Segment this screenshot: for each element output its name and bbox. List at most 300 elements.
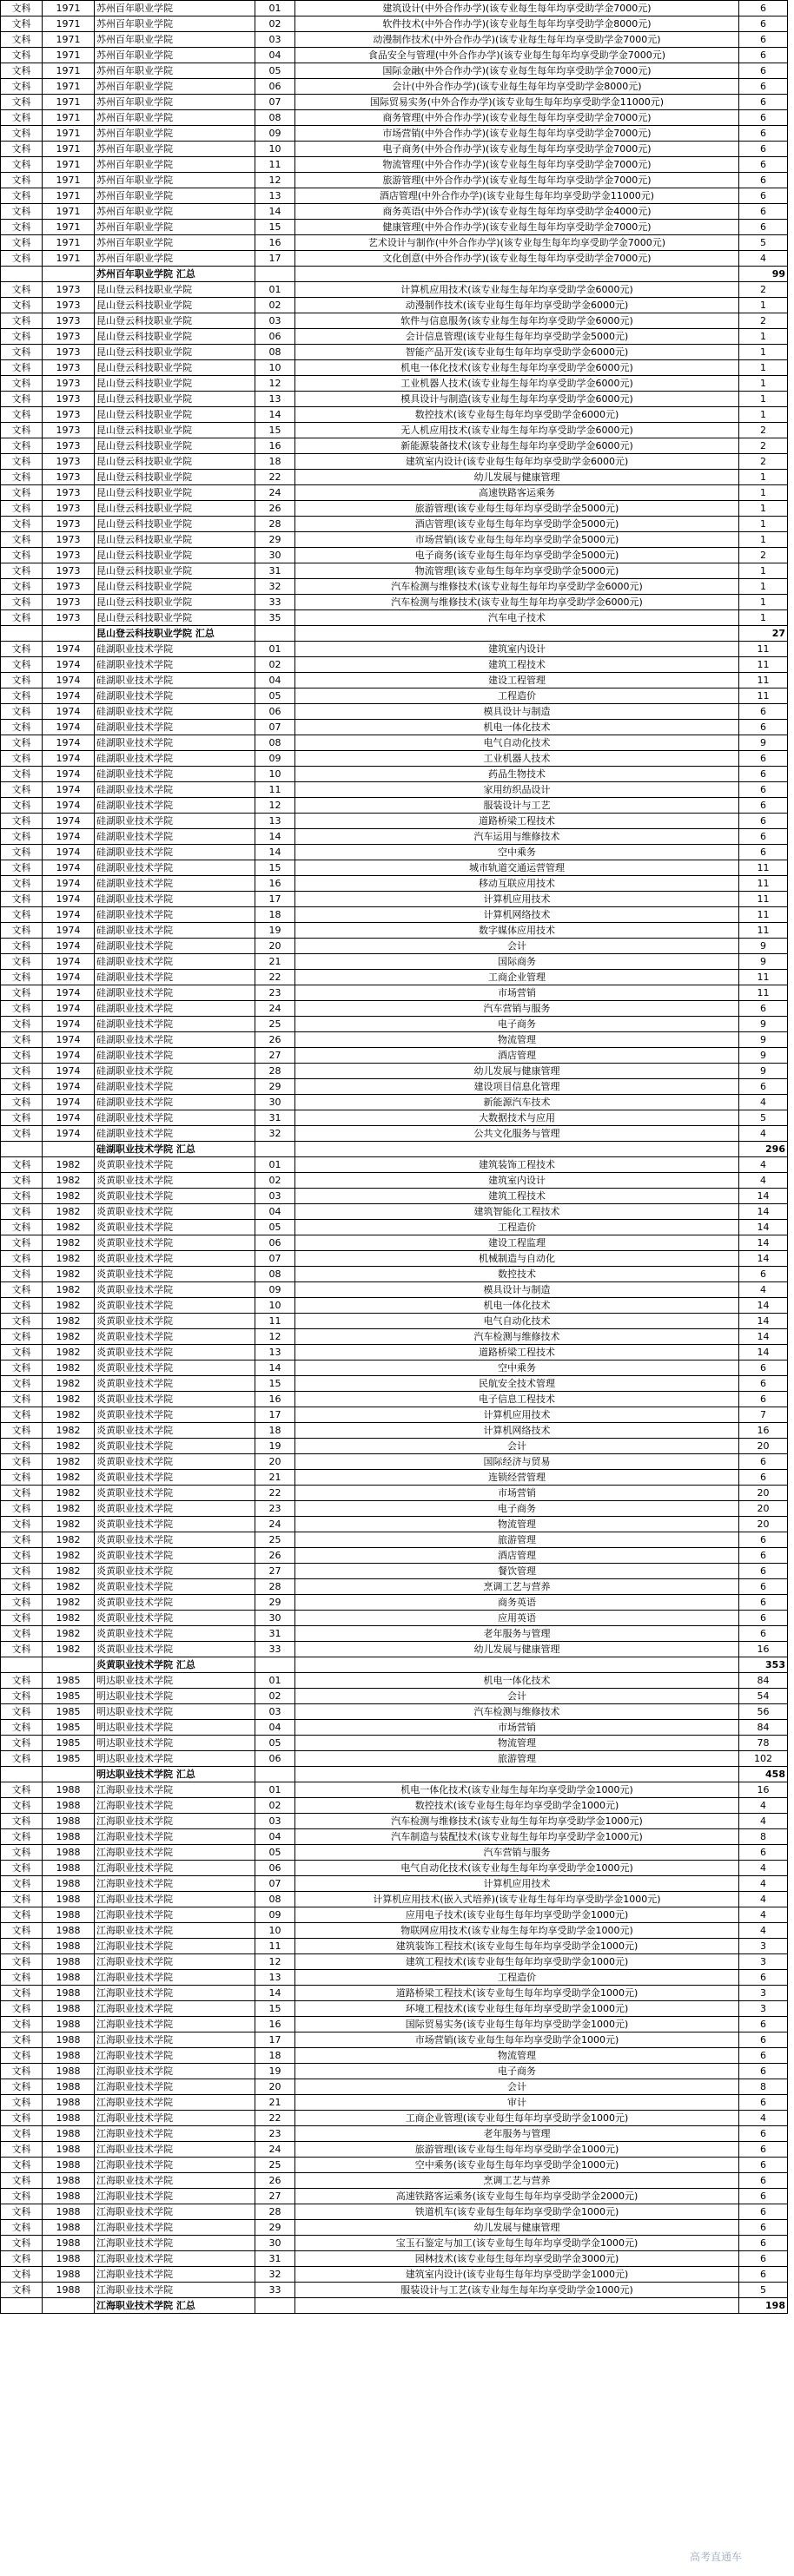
major-name-cell: 市场营销 — [295, 1486, 739, 1501]
school-name-cell: 苏州百年职业学院 汇总 — [95, 267, 255, 282]
major-code-cell: 11 — [255, 1314, 295, 1329]
subject-cell — [1, 267, 43, 282]
school-code-cell: 1982 — [43, 1564, 95, 1579]
major-name-cell: 空中乘务 — [295, 1360, 739, 1376]
subject-cell — [1, 626, 43, 642]
plan-count-cell: 6 — [739, 814, 788, 829]
major-code-cell: 19 — [255, 1439, 295, 1454]
school-name-cell: 江海职业技术学院 — [95, 2267, 255, 2283]
plan-count-cell: 4 — [739, 1907, 788, 1923]
major-name-cell: 建筑设计(中外合作办学)(该专业每生每年均享受助学金7000元) — [295, 1, 739, 16]
school-name-cell: 硅湖职业技术学院 — [95, 767, 255, 782]
major-code-cell: 27 — [255, 1048, 295, 1064]
school-code-cell: 1973 — [43, 579, 95, 595]
school-code-cell: 1982 — [43, 1470, 95, 1486]
school-name-cell: 硅湖职业技术学院 — [95, 1048, 255, 1064]
major-name-cell: 计算机网络技术 — [295, 1423, 739, 1439]
table-row — [1, 1736, 788, 1751]
school-name-cell: 昆山登云科技职业学院 — [95, 329, 255, 345]
plan-count-cell: 1 — [739, 610, 788, 626]
plan-count-cell: 6 — [739, 1564, 788, 1579]
major-name-cell: 模具设计与制造(该专业每生每年均享受助学金6000元) — [295, 392, 739, 407]
table-row — [1, 329, 788, 345]
table-row — [1, 1611, 788, 1626]
subject-cell: 文科 — [1, 985, 43, 1001]
table-row — [1, 2158, 788, 2173]
plan-count-cell: 3 — [739, 1939, 788, 1954]
major-name-cell: 会计 — [295, 2079, 739, 2095]
plan-count-cell: 14 — [739, 1329, 788, 1345]
major-name-cell: 物流管理(中外合作办学)(该专业每生每年均享受助学金7000元) — [295, 157, 739, 173]
plan-count-cell: 6 — [739, 1626, 788, 1642]
plan-count-cell: 4 — [739, 1173, 788, 1189]
school-code-cell: 1973 — [43, 438, 95, 454]
school-code-cell: 1974 — [43, 876, 95, 892]
subject-cell: 文科 — [1, 1095, 43, 1110]
school-name-cell: 炎黄职业技术学院 — [95, 1282, 255, 1298]
major-code-cell: 10 — [255, 1298, 295, 1314]
major-code-cell: 07 — [255, 1251, 295, 1267]
school-code-cell: 1982 — [43, 1595, 95, 1611]
major-name-cell: 机电一体化技术(该专业每生每年均享受助学金6000元) — [295, 360, 739, 376]
major-code-cell: 12 — [255, 376, 295, 392]
table-row — [1, 360, 788, 376]
school-name-cell: 硅湖职业技术学院 — [95, 1032, 255, 1048]
subject-cell: 文科 — [1, 1282, 43, 1298]
major-code-cell: 05 — [255, 688, 295, 704]
school-code-cell: 1973 — [43, 595, 95, 610]
plan-count-cell: 84 — [739, 1720, 788, 1736]
school-name-cell: 明达职业技术学院 — [95, 1704, 255, 1720]
major-name-cell: 市场营销(该专业每生每年均享受助学金5000元) — [295, 532, 739, 548]
subject-cell: 文科 — [1, 63, 43, 79]
major-name-cell: 市场营销(该专业每生每年均享受助学金1000元) — [295, 2032, 739, 2048]
major-code-cell: 27 — [255, 2189, 295, 2204]
school-name-cell: 硅湖职业技术学院 — [95, 657, 255, 673]
major-name-cell: 机电一体化技术 — [295, 1673, 739, 1689]
plan-count-cell: 1 — [739, 595, 788, 610]
major-code-cell: 12 — [255, 1329, 295, 1345]
table-row — [1, 1345, 788, 1360]
major-name-cell: 电子商务(中外合作办学)(该专业每生每年均享受助学金7000元) — [295, 142, 739, 157]
major-code-cell: 01 — [255, 1157, 295, 1173]
subject-cell: 文科 — [1, 188, 43, 204]
table-row — [1, 1298, 788, 1314]
subject-cell: 文科 — [1, 1454, 43, 1470]
major-name-cell: 汽车检测与维修技术(该专业每生每年均享受助学金1000元) — [295, 1814, 739, 1829]
subject-cell: 文科 — [1, 376, 43, 392]
school-code-cell: 1988 — [43, 2283, 95, 2298]
table-row — [1, 1861, 788, 1876]
major-code-cell: 10 — [255, 767, 295, 782]
table-row — [1, 2283, 788, 2298]
school-code-cell: 1973 — [43, 360, 95, 376]
major-name-cell: 汽车检测与维修技术(该专业每生每年均享受助学金6000元) — [295, 595, 739, 610]
school-code-cell: 1974 — [43, 860, 95, 876]
major-name-cell: 物流管理 — [295, 2048, 739, 2064]
school-name-cell: 昆山登云科技职业学院 — [95, 579, 255, 595]
school-code-cell: 1973 — [43, 329, 95, 345]
major-name-cell: 计算机应用技术(嵌入式培养)(该专业每生每年均享受助学金1000元) — [295, 1892, 739, 1907]
major-code-cell: 25 — [255, 1017, 295, 1032]
school-name-cell: 昆山登云科技职业学院 — [95, 438, 255, 454]
plan-count-cell: 6 — [739, 1079, 788, 1095]
table-row — [1, 1970, 788, 1986]
school-code-cell: 1971 — [43, 220, 95, 235]
major-code-cell: 30 — [255, 1095, 295, 1110]
school-name-cell: 昆山登云科技职业学院 — [95, 345, 255, 360]
school-code-cell: 1982 — [43, 1345, 95, 1360]
school-name-cell: 硅湖职业技术学院 — [95, 876, 255, 892]
plan-count-cell: 1 — [739, 345, 788, 360]
table-row — [1, 2017, 788, 2032]
table-row — [1, 1314, 788, 1329]
subject-cell: 文科 — [1, 1814, 43, 1829]
plan-count-cell: 16 — [739, 1782, 788, 1798]
plan-count-cell: 4 — [739, 1892, 788, 1907]
table-row — [1, 2064, 788, 2079]
major-name-cell: 软件与信息服务(该专业每生每年均享受助学金6000元) — [295, 313, 739, 329]
major-code-cell: 29 — [255, 532, 295, 548]
plan-count-cell: 1 — [739, 579, 788, 595]
subject-cell: 文科 — [1, 95, 43, 110]
table-row — [1, 610, 788, 626]
school-name-cell: 硅湖职业技术学院 — [95, 1079, 255, 1095]
subject-cell: 文科 — [1, 595, 43, 610]
major-code-cell: 30 — [255, 2236, 295, 2251]
major-code-cell — [255, 1657, 295, 1673]
table-row — [1, 1001, 788, 1017]
subject-cell: 文科 — [1, 876, 43, 892]
major-code-cell: 06 — [255, 704, 295, 720]
school-code-cell: 1982 — [43, 1626, 95, 1642]
subject-cell: 文科 — [1, 1611, 43, 1626]
major-code-cell: 26 — [255, 1548, 295, 1564]
school-code-cell — [43, 1767, 95, 1782]
school-name-cell: 硅湖职业技术学院 — [95, 782, 255, 798]
major-code-cell: 06 — [255, 1861, 295, 1876]
major-code-cell: 31 — [255, 1110, 295, 1126]
major-name-cell: 审计 — [295, 2095, 739, 2111]
school-name-cell: 硅湖职业技术学院 — [95, 704, 255, 720]
school-code-cell: 1974 — [43, 798, 95, 814]
subject-cell: 文科 — [1, 48, 43, 63]
subject-cell: 文科 — [1, 438, 43, 454]
school-code-cell: 1988 — [43, 2001, 95, 2017]
major-code-cell: 12 — [255, 1954, 295, 1970]
plan-count-cell: 6 — [739, 1454, 788, 1470]
major-name-cell — [295, 1142, 739, 1157]
plan-count-cell: 6 — [739, 1970, 788, 1986]
major-name-cell: 幼儿发展与健康管理 — [295, 470, 739, 485]
school-name-cell: 江海职业技术学院 — [95, 1798, 255, 1814]
plan-count-cell: 6 — [739, 1, 788, 16]
subject-cell: 文科 — [1, 1970, 43, 1986]
plan-count-cell: 6 — [739, 2236, 788, 2251]
plan-count-cell: 3 — [739, 1986, 788, 2001]
major-name-cell: 公共文化服务与管理 — [295, 1126, 739, 1142]
school-name-cell: 苏州百年职业学院 — [95, 142, 255, 157]
major-name-cell: 服装设计与工艺 — [295, 798, 739, 814]
table-row — [1, 282, 788, 298]
plan-count-cell: 6 — [739, 782, 788, 798]
subject-cell: 文科 — [1, 1470, 43, 1486]
major-code-cell: 31 — [255, 1626, 295, 1642]
table-row — [1, 1, 788, 16]
major-name-cell: 国际经济与贸易 — [295, 1454, 739, 1470]
plan-count-cell: 16 — [739, 1423, 788, 1439]
subject-cell — [1, 1767, 43, 1782]
major-name-cell: 汽车检测与维修技术(该专业每生每年均享受助学金6000元) — [295, 579, 739, 595]
plan-count-cell: 4 — [739, 1798, 788, 1814]
subject-cell: 文科 — [1, 2032, 43, 2048]
school-code-cell: 1982 — [43, 1407, 95, 1423]
school-code-cell: 1988 — [43, 2204, 95, 2220]
plan-count-cell: 6 — [739, 829, 788, 845]
plan-count-cell: 11 — [739, 907, 788, 923]
plan-count-cell: 6 — [739, 1392, 788, 1407]
major-name-cell: 幼儿发展与健康管理 — [295, 2220, 739, 2236]
school-name-cell: 昆山登云科技职业学院 — [95, 376, 255, 392]
major-name-cell: 会计(中外合作办学)(该专业每生每年均享受助学金8000元) — [295, 79, 739, 95]
major-code-cell: 29 — [255, 2220, 295, 2236]
table-row — [1, 2236, 788, 2251]
major-name-cell: 艺术设计与制作(中外合作办学)(该专业每生每年均享受助学金7000元) — [295, 235, 739, 251]
school-name-cell: 昆山登云科技职业学院 — [95, 470, 255, 485]
table-row — [1, 1032, 788, 1048]
major-name-cell: 物流管理(该专业每生每年均享受助学金5000元) — [295, 563, 739, 579]
school-name-cell: 昆山登云科技职业学院 — [95, 595, 255, 610]
school-code-cell: 1974 — [43, 735, 95, 751]
school-code-cell: 1985 — [43, 1736, 95, 1751]
subject-cell: 文科 — [1, 1079, 43, 1095]
summary-row — [1, 1767, 788, 1782]
plan-count-cell: 14 — [739, 1298, 788, 1314]
major-code-cell: 14 — [255, 845, 295, 860]
major-code-cell: 15 — [255, 220, 295, 235]
major-code-cell: 02 — [255, 657, 295, 673]
major-code-cell: 17 — [255, 2032, 295, 2048]
subject-cell: 文科 — [1, 657, 43, 673]
table-row — [1, 1423, 788, 1439]
table-row — [1, 1923, 788, 1939]
school-code-cell: 1973 — [43, 548, 95, 563]
school-name-cell: 炎黄职业技术学院 — [95, 1439, 255, 1454]
school-name-cell: 江海职业技术学院 — [95, 1861, 255, 1876]
subject-cell: 文科 — [1, 2267, 43, 2283]
school-name-cell: 硅湖职业技术学院 — [95, 673, 255, 688]
major-code-cell: 22 — [255, 2111, 295, 2126]
school-code-cell: 1985 — [43, 1751, 95, 1767]
school-code-cell: 1988 — [43, 1986, 95, 2001]
plan-count-cell: 99 — [739, 267, 788, 282]
subject-cell: 文科 — [1, 845, 43, 860]
major-name-cell: 空中乘务(该专业每生每年均享受助学金1000元) — [295, 2158, 739, 2173]
major-code-cell: 13 — [255, 392, 295, 407]
school-code-cell: 1973 — [43, 376, 95, 392]
school-code-cell: 1971 — [43, 79, 95, 95]
school-code-cell: 1973 — [43, 392, 95, 407]
subject-cell: 文科 — [1, 1376, 43, 1392]
major-code-cell: 21 — [255, 1470, 295, 1486]
subject-cell: 文科 — [1, 1892, 43, 1907]
school-code-cell: 1973 — [43, 345, 95, 360]
school-code-cell: 1974 — [43, 1017, 95, 1032]
major-name-cell: 数控技术(该专业每生每年均享受助学金6000元) — [295, 407, 739, 423]
major-code-cell: 05 — [255, 1220, 295, 1235]
school-code-cell: 1973 — [43, 313, 95, 329]
subject-cell: 文科 — [1, 1486, 43, 1501]
table-row — [1, 1939, 788, 1954]
school-code-cell: 1985 — [43, 1704, 95, 1720]
subject-cell: 文科 — [1, 1501, 43, 1517]
school-code-cell: 1974 — [43, 1048, 95, 1064]
school-code-cell: 1988 — [43, 2189, 95, 2204]
subject-cell: 文科 — [1, 2064, 43, 2079]
subject-cell: 文科 — [1, 501, 43, 517]
major-code-cell: 05 — [255, 1845, 295, 1861]
major-code-cell: 16 — [255, 2017, 295, 2032]
major-code-cell: 31 — [255, 2251, 295, 2267]
plan-count-cell: 2 — [739, 438, 788, 454]
subject-cell: 文科 — [1, 1345, 43, 1360]
school-name-cell: 江海职业技术学院 — [95, 1907, 255, 1923]
school-name-cell: 苏州百年职业学院 — [95, 32, 255, 48]
school-code-cell: 1971 — [43, 16, 95, 32]
plan-count-cell: 54 — [739, 1689, 788, 1704]
major-name-cell: 民航安全技术管理 — [295, 1376, 739, 1392]
plan-count-cell: 1 — [739, 563, 788, 579]
plan-count-cell: 84 — [739, 1673, 788, 1689]
major-code-cell — [255, 626, 295, 642]
school-name-cell: 苏州百年职业学院 — [95, 251, 255, 267]
school-name-cell: 江海职业技术学院 — [95, 2158, 255, 2173]
school-code-cell: 1982 — [43, 1532, 95, 1548]
school-name-cell: 江海职业技术学院 — [95, 2251, 255, 2267]
school-code-cell: 1974 — [43, 657, 95, 673]
plan-count-cell: 1 — [739, 360, 788, 376]
table-row — [1, 923, 788, 939]
major-name-cell: 机电一体化技术(该专业每生每年均享受助学金1000元) — [295, 1782, 739, 1798]
table-row — [1, 2204, 788, 2220]
plan-count-cell: 6 — [739, 2095, 788, 2111]
school-code-cell — [43, 1657, 95, 1673]
table-row — [1, 1220, 788, 1235]
table-row — [1, 1954, 788, 1970]
major-name-cell: 电气自动化技术(该专业每生每年均享受助学金1000元) — [295, 1861, 739, 1876]
subject-cell: 文科 — [1, 1517, 43, 1532]
plan-count-cell: 6 — [739, 188, 788, 204]
school-code-cell: 1973 — [43, 532, 95, 548]
major-name-cell: 建筑装饰工程技术 — [295, 1157, 739, 1173]
major-name-cell: 幼儿发展与健康管理 — [295, 1064, 739, 1079]
table-row — [1, 1454, 788, 1470]
subject-cell: 文科 — [1, 157, 43, 173]
school-name-cell: 昆山登云科技职业学院 — [95, 298, 255, 313]
subject-cell: 文科 — [1, 1267, 43, 1282]
school-name-cell: 江海职业技术学院 汇总 — [95, 2298, 255, 2314]
school-code-cell: 1974 — [43, 892, 95, 907]
major-name-cell: 电子商务 — [295, 1017, 739, 1032]
school-code-cell — [43, 267, 95, 282]
major-code-cell: 14 — [255, 829, 295, 845]
school-code-cell: 1971 — [43, 204, 95, 220]
major-name-cell: 电气自动化技术 — [295, 735, 739, 751]
table-row — [1, 1595, 788, 1611]
table-row — [1, 157, 788, 173]
major-name-cell: 建筑智能化工程技术 — [295, 1204, 739, 1220]
school-code-cell: 1982 — [43, 1376, 95, 1392]
major-name-cell: 酒店管理 — [295, 1048, 739, 1064]
major-name-cell — [295, 2298, 739, 2314]
subject-cell: 文科 — [1, 251, 43, 267]
school-name-cell: 硅湖职业技术学院 — [95, 720, 255, 735]
table-row — [1, 1157, 788, 1173]
school-name-cell: 炎黄职业技术学院 — [95, 1345, 255, 1360]
school-name-cell: 江海职业技术学院 — [95, 1954, 255, 1970]
table-row — [1, 1907, 788, 1923]
major-name-cell: 建筑工程技术 — [295, 1189, 739, 1204]
school-code-cell: 1988 — [43, 1814, 95, 1829]
subject-cell: 文科 — [1, 16, 43, 32]
major-code-cell: 29 — [255, 1079, 295, 1095]
subject-cell: 文科 — [1, 1001, 43, 1017]
major-name-cell: 连锁经营管理 — [295, 1470, 739, 1486]
major-name-cell: 酒店管理(该专业每生每年均享受助学金5000元) — [295, 517, 739, 532]
subject-cell: 文科 — [1, 470, 43, 485]
major-code-cell: 04 — [255, 48, 295, 63]
school-code-cell: 1988 — [43, 1829, 95, 1845]
table-row — [1, 1251, 788, 1267]
school-name-cell: 明达职业技术学院 — [95, 1689, 255, 1704]
subject-cell: 文科 — [1, 235, 43, 251]
school-name-cell: 炎黄职业技术学院 — [95, 1626, 255, 1642]
table-row — [1, 907, 788, 923]
plan-count-cell: 6 — [739, 2142, 788, 2158]
school-code-cell: 1971 — [43, 32, 95, 48]
school-name-cell: 江海职业技术学院 — [95, 1814, 255, 1829]
major-code-cell: 24 — [255, 1517, 295, 1532]
plan-count-cell: 6 — [739, 2267, 788, 2283]
table-row — [1, 1360, 788, 1376]
subject-cell: 文科 — [1, 1423, 43, 1439]
plan-count-cell: 6 — [739, 204, 788, 220]
table-row — [1, 1626, 788, 1642]
table-row — [1, 1204, 788, 1220]
school-name-cell: 江海职业技术学院 — [95, 1939, 255, 1954]
major-name-cell: 酒店管理(中外合作办学)(该专业每生每年均享受助学金11000元) — [295, 188, 739, 204]
table-row — [1, 32, 788, 48]
school-name-cell: 炎黄职业技术学院 — [95, 1204, 255, 1220]
school-code-cell: 1971 — [43, 63, 95, 79]
plan-count-cell: 5 — [739, 2283, 788, 2298]
subject-cell: 文科 — [1, 2079, 43, 2095]
plan-count-cell: 1 — [739, 501, 788, 517]
school-name-cell: 硅湖职业技术学院 — [95, 860, 255, 876]
school-code-cell: 1973 — [43, 407, 95, 423]
subject-cell: 文科 — [1, 1673, 43, 1689]
school-code-cell: 1988 — [43, 2173, 95, 2189]
major-code-cell: 28 — [255, 1064, 295, 1079]
major-name-cell: 工商企业管理(该专业每生每年均享受助学金1000元) — [295, 2111, 739, 2126]
major-code-cell: 03 — [255, 1704, 295, 1720]
major-code-cell: 01 — [255, 1782, 295, 1798]
major-code-cell: 13 — [255, 188, 295, 204]
school-name-cell: 江海职业技术学院 — [95, 2017, 255, 2032]
school-code-cell: 1982 — [43, 1486, 95, 1501]
major-name-cell: 家用纺织品设计 — [295, 782, 739, 798]
major-name-cell: 道路桥梁工程技术(该专业每生每年均享受助学金1000元) — [295, 1986, 739, 2001]
